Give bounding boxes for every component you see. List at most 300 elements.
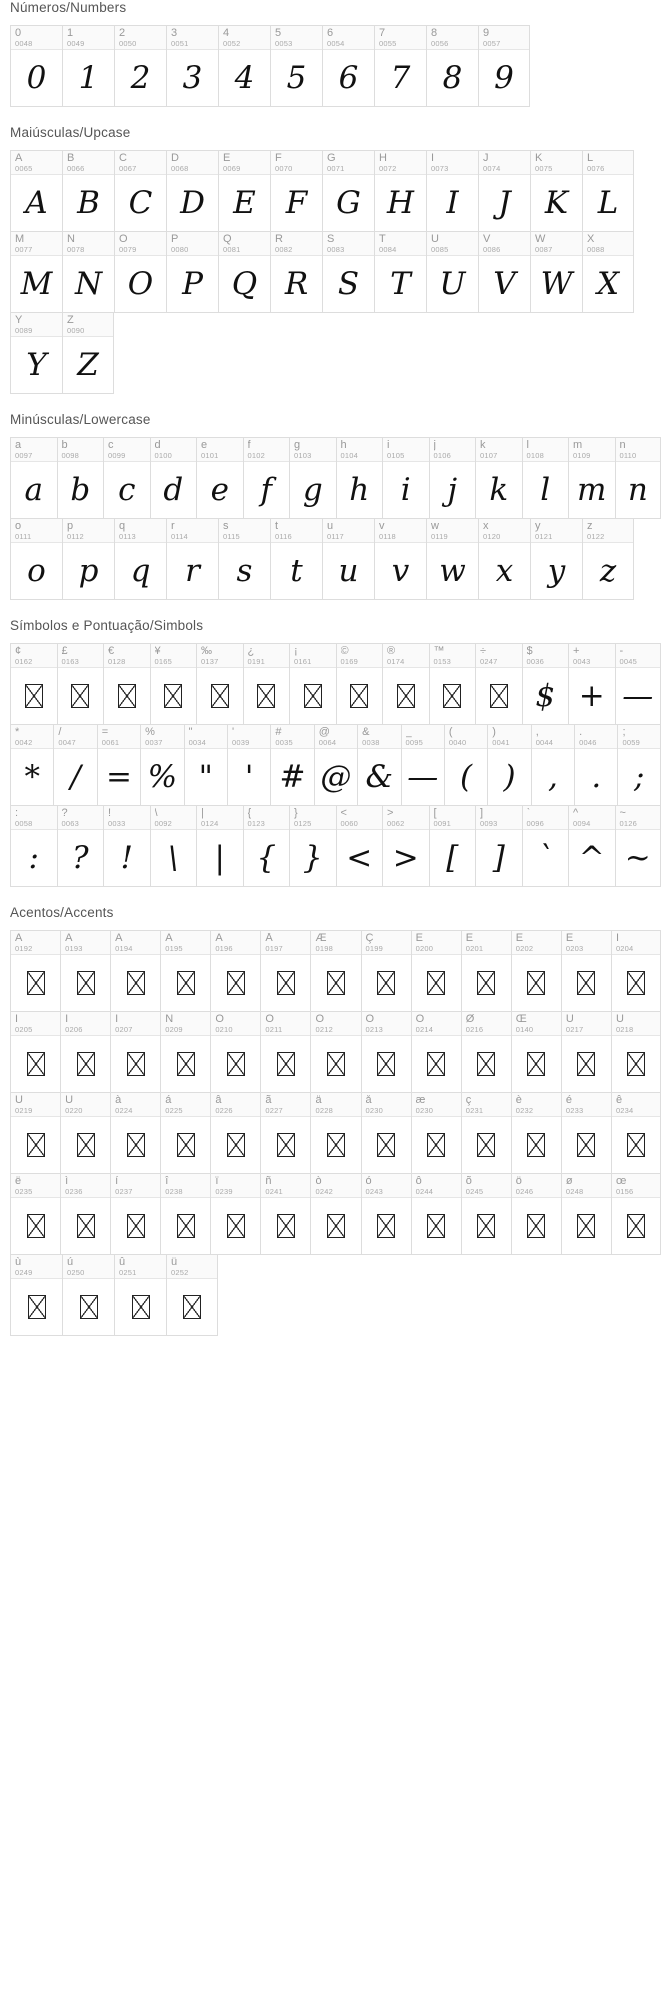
glyph-cell[interactable] <box>150 806 197 887</box>
glyph-cell[interactable] <box>166 232 218 313</box>
glyph-character: m <box>573 440 583 451</box>
glyph-cell[interactable] <box>382 643 429 725</box>
glyph-cell[interactable] <box>382 437 429 519</box>
glyph-cell[interactable] <box>103 806 150 887</box>
glyph-character: h <box>340 440 347 451</box>
glyph-preview <box>244 668 290 724</box>
glyph-preview <box>427 543 478 599</box>
glyph-character: _ <box>405 727 412 738</box>
glyph-preview <box>271 543 322 599</box>
glyph-charcode: 0056 <box>431 39 449 48</box>
glyph-preview <box>271 749 313 805</box>
glyph-cell[interactable] <box>615 437 661 519</box>
glyph-charcode: 0231 <box>465 1106 484 1115</box>
glyph-cell[interactable] <box>243 437 290 519</box>
glyph-cell-header <box>228 725 270 749</box>
glyph-cell[interactable] <box>110 930 160 1012</box>
glyph-cell-header <box>219 26 270 50</box>
glyph-cell[interactable] <box>218 232 270 313</box>
glyph-character: Ü <box>65 1095 74 1106</box>
glyph-rendered: n <box>627 471 648 508</box>
glyph-cell[interactable] <box>289 437 336 519</box>
glyph-cell[interactable] <box>160 1093 210 1174</box>
glyph-cell[interactable] <box>522 437 569 519</box>
glyph-cell[interactable] <box>53 725 96 806</box>
glyph-character: 4 <box>223 28 230 39</box>
glyph-cell[interactable] <box>260 930 310 1012</box>
glyph-cell[interactable] <box>522 643 569 725</box>
glyph-cell[interactable] <box>530 519 582 600</box>
glyph-cell[interactable] <box>10 930 60 1012</box>
glyph-cell[interactable] <box>475 643 522 725</box>
glyph-cell[interactable] <box>210 1093 260 1174</box>
glyph-preview <box>523 462 569 518</box>
glyph-character: ù <box>15 1257 22 1268</box>
glyph-cell[interactable] <box>429 643 476 725</box>
glyph-charcode: 0200 <box>415 944 434 953</box>
glyph-character: È <box>415 933 423 944</box>
glyph-cell-header <box>383 806 429 830</box>
glyph-cell[interactable] <box>62 232 114 313</box>
glyph-cell[interactable] <box>310 1012 360 1093</box>
glyph-cell[interactable] <box>218 25 270 107</box>
glyph-cell[interactable] <box>429 806 476 887</box>
glyph-cell[interactable] <box>10 725 53 806</box>
glyph-character: , <box>535 727 539 738</box>
glyph-cell[interactable] <box>561 1093 611 1174</box>
glyph-cell-header <box>375 26 426 50</box>
glyph-rendered: D <box>180 184 205 221</box>
glyph-preview <box>141 749 183 805</box>
glyph-preview <box>219 175 270 231</box>
glyph-cell[interactable] <box>314 725 357 806</box>
glyph-preview <box>531 256 582 312</box>
glyph-cell[interactable] <box>461 1174 511 1255</box>
glyph-cell[interactable] <box>322 232 374 313</box>
glyph-cell[interactable] <box>561 1174 611 1255</box>
glyph-rendered: ' <box>244 758 254 795</box>
glyph-preview <box>412 1036 461 1092</box>
missing-glyph-icon <box>177 971 195 995</box>
glyph-cell-header <box>115 232 166 256</box>
glyph-cell[interactable] <box>60 1012 110 1093</box>
glyph-cell[interactable] <box>57 437 104 519</box>
glyph-cell-header <box>479 519 530 543</box>
glyph-rendered: r <box>185 552 200 589</box>
glyph-rendered: A <box>25 184 48 221</box>
glyph-character: Ã <box>165 933 173 944</box>
glyph-cell[interactable] <box>62 313 114 394</box>
glyph-preview <box>58 668 104 724</box>
glyph-cell[interactable] <box>582 519 634 600</box>
glyph-character: c <box>108 440 114 451</box>
glyph-character: l <box>526 440 529 451</box>
glyph-cell[interactable] <box>429 437 476 519</box>
glyph-cell[interactable] <box>561 930 611 1012</box>
glyph-cell[interactable] <box>310 1174 360 1255</box>
glyph-cell-header <box>476 438 522 462</box>
glyph-cell[interactable] <box>140 725 183 806</box>
glyph-cell[interactable] <box>10 643 57 725</box>
glyph-cell[interactable] <box>10 519 62 600</box>
missing-glyph-icon <box>527 971 545 995</box>
glyph-cell[interactable] <box>10 437 57 519</box>
glyph-cell[interactable] <box>103 643 150 725</box>
glyph-cell[interactable] <box>110 1012 160 1093</box>
missing-glyph-icon <box>477 1133 495 1157</box>
glyph-cell[interactable] <box>426 519 478 600</box>
glyph-character: 8 <box>431 28 438 39</box>
glyph-cell[interactable] <box>243 643 290 725</box>
glyph-character: Ó <box>265 1014 274 1025</box>
glyph-character: î <box>165 1176 169 1187</box>
glyph-cell[interactable] <box>10 25 62 107</box>
glyph-cell[interactable] <box>227 725 270 806</box>
glyph-cell[interactable] <box>478 519 530 600</box>
glyph-cell[interactable] <box>310 930 360 1012</box>
glyph-charcode: 0140 <box>515 1025 534 1034</box>
glyph-cell[interactable] <box>60 930 110 1012</box>
missing-glyph-icon <box>527 1133 545 1157</box>
glyph-cell[interactable] <box>260 1012 310 1093</box>
glyph-cell-header <box>337 644 383 668</box>
glyph-cell[interactable] <box>62 519 114 600</box>
glyph-cell-header <box>261 1174 310 1198</box>
glyph-cell-header <box>197 644 243 668</box>
glyph-charcode: 0169 <box>340 657 358 666</box>
glyph-character: M <box>15 234 25 245</box>
glyph-cell[interactable] <box>382 806 429 887</box>
glyph-preview <box>11 256 62 312</box>
glyph-cell[interactable] <box>401 725 444 806</box>
glyph-cell-header <box>583 232 633 256</box>
glyph-charcode: 0202 <box>515 944 534 953</box>
glyph-cell[interactable] <box>374 519 426 600</box>
glyph-cell[interactable] <box>511 1012 561 1093</box>
glyph-charcode: 0212 <box>315 1025 333 1034</box>
glyph-cell[interactable] <box>336 806 383 887</box>
glyph-rendered: g <box>302 471 323 508</box>
glyph-charcode: 0087 <box>535 245 553 254</box>
glyph-cell[interactable] <box>374 25 426 107</box>
glyph-cell[interactable] <box>568 643 615 725</box>
glyph-cell[interactable] <box>611 930 661 1012</box>
glyph-cell[interactable] <box>114 232 166 313</box>
glyph-cell[interactable] <box>270 725 313 806</box>
glyph-cell[interactable] <box>444 725 487 806</box>
glyph-charcode: 0048 <box>15 39 33 48</box>
glyph-cell[interactable] <box>10 313 62 394</box>
glyph-preview <box>11 1117 60 1173</box>
glyph-cell[interactable] <box>218 519 270 600</box>
glyph-character: x <box>483 521 489 532</box>
charmap-row <box>10 313 661 394</box>
glyph-preview <box>11 668 57 724</box>
glyph-cell[interactable] <box>530 232 582 313</box>
glyph-preview <box>61 1117 110 1173</box>
glyph-charcode: 0082 <box>275 245 293 254</box>
glyph-cell[interactable] <box>478 25 530 107</box>
glyph-cell[interactable] <box>289 806 336 887</box>
glyph-rendered: U <box>439 265 466 302</box>
glyph-cell[interactable] <box>62 1255 114 1336</box>
glyph-cell[interactable] <box>160 1012 210 1093</box>
glyph-cell[interactable] <box>60 1174 110 1255</box>
glyph-cell[interactable] <box>461 1093 511 1174</box>
glyph-cell[interactable] <box>57 806 104 887</box>
glyph-cell[interactable] <box>57 643 104 725</box>
glyph-charcode: 0210 <box>215 1025 233 1034</box>
glyph-character: D <box>171 153 179 164</box>
glyph-cell[interactable] <box>218 150 270 232</box>
glyph-cell[interactable] <box>426 150 478 232</box>
glyph-cell[interactable] <box>60 1093 110 1174</box>
glyph-cell[interactable] <box>461 1012 511 1093</box>
glyph-preview <box>111 1036 160 1092</box>
glyph-preview <box>612 1117 660 1173</box>
glyph-cell[interactable] <box>210 1012 260 1093</box>
glyph-charcode: 0216 <box>465 1025 484 1034</box>
glyph-cell[interactable] <box>361 1093 411 1174</box>
glyph-cell[interactable] <box>374 232 426 313</box>
glyph-charcode: 0071 <box>327 164 345 173</box>
glyph-character: ¿ <box>247 646 255 657</box>
glyph-rendered: L <box>597 184 619 221</box>
glyph-preview <box>61 1198 110 1254</box>
glyph-cell[interactable] <box>114 150 166 232</box>
glyph-cell[interactable] <box>411 1012 461 1093</box>
glyph-character: I <box>431 153 435 164</box>
glyph-cell[interactable] <box>166 1255 218 1336</box>
glyph-preview <box>11 955 60 1011</box>
glyph-charcode: 0203 <box>565 944 584 953</box>
glyph-cell[interactable] <box>114 1255 166 1336</box>
glyph-cell[interactable] <box>475 806 522 887</box>
glyph-cell[interactable] <box>110 1093 160 1174</box>
glyph-cell[interactable] <box>568 806 615 887</box>
glyph-preview <box>111 1198 160 1254</box>
glyph-cell[interactable] <box>357 725 400 806</box>
glyph-cell-header <box>290 438 336 462</box>
glyph-cell[interactable] <box>582 150 634 232</box>
glyph-cell[interactable] <box>10 1174 60 1255</box>
glyph-cell[interactable] <box>511 1093 561 1174</box>
glyph-cell[interactable] <box>196 643 243 725</box>
glyph-charcode: 0095 <box>405 738 424 747</box>
glyph-character: g <box>294 440 301 451</box>
glyph-cell[interactable] <box>114 25 166 107</box>
glyph-cell[interactable] <box>361 1012 411 1093</box>
glyph-cell[interactable] <box>478 150 530 232</box>
glyph-charcode: 0120 <box>483 532 501 541</box>
glyph-charcode: 0252 <box>171 1268 189 1277</box>
glyph-character: < <box>340 808 347 819</box>
glyph-cell[interactable] <box>411 930 461 1012</box>
glyph-cell-header <box>462 1174 511 1198</box>
glyph-rendered: @ <box>320 758 352 795</box>
glyph-preview <box>115 543 166 599</box>
glyph-charcode: 0079 <box>119 245 137 254</box>
glyph-character: ü <box>171 1257 178 1268</box>
glyph-charcode: 0104 <box>340 451 358 460</box>
glyph-charcode: 0061 <box>101 738 120 747</box>
glyph-cell[interactable] <box>361 930 411 1012</box>
glyph-cell-header <box>219 519 270 543</box>
glyph-rendered: c <box>118 471 136 508</box>
glyph-preview <box>219 543 270 599</box>
glyph-cell[interactable] <box>270 25 322 107</box>
glyph-cell[interactable] <box>150 643 197 725</box>
glyph-cell[interactable] <box>522 806 569 887</box>
glyph-charcode: 0094 <box>573 819 591 828</box>
glyph-cell[interactable] <box>260 1093 310 1174</box>
glyph-charcode: 0214 <box>415 1025 434 1034</box>
glyph-preview <box>115 1279 166 1335</box>
glyph-charcode: 0211 <box>265 1025 283 1034</box>
glyph-character: ; <box>622 727 626 738</box>
glyph-cell[interactable] <box>611 1174 661 1255</box>
glyph-cell[interactable] <box>10 1012 60 1093</box>
glyph-cell[interactable] <box>322 150 374 232</box>
glyph-preview <box>104 462 150 518</box>
glyph-cell[interactable] <box>270 232 322 313</box>
glyph-cell-header <box>512 931 561 955</box>
glyph-cell-header <box>462 1012 511 1036</box>
glyph-cell[interactable] <box>270 150 322 232</box>
missing-glyph-icon <box>77 971 95 995</box>
glyph-preview <box>445 749 487 805</box>
glyph-rendered: % <box>147 758 178 795</box>
glyph-cell[interactable] <box>475 437 522 519</box>
missing-glyph-icon <box>577 1214 595 1238</box>
glyph-charcode: 0037 <box>145 738 163 747</box>
glyph-cell-header <box>11 1174 60 1198</box>
glyph-cell[interactable] <box>10 806 57 887</box>
glyph-cell[interactable] <box>114 519 166 600</box>
glyph-cell-header <box>612 1093 660 1117</box>
glyph-cell[interactable] <box>310 1093 360 1174</box>
glyph-cell[interactable] <box>478 232 530 313</box>
glyph-cell[interactable] <box>243 806 290 887</box>
glyph-preview <box>211 1198 260 1254</box>
missing-glyph-icon <box>177 1052 195 1076</box>
glyph-rendered: 8 <box>442 59 463 96</box>
glyph-cell[interactable] <box>336 437 383 519</box>
glyph-cell[interactable] <box>611 1093 661 1174</box>
charmap-row <box>10 437 661 519</box>
glyph-charcode: 0115 <box>223 532 240 541</box>
glyph-preview <box>261 1036 310 1092</box>
glyph-character: Æ <box>315 933 327 944</box>
glyph-preview <box>462 1117 511 1173</box>
glyph-character: Ä <box>215 933 223 944</box>
missing-glyph-icon <box>183 1295 201 1319</box>
glyph-cell[interactable] <box>166 25 218 107</box>
glyph-cell[interactable] <box>10 1093 60 1174</box>
glyph-cell[interactable] <box>166 150 218 232</box>
glyph-charcode: 0081 <box>223 245 241 254</box>
glyph-cell[interactable] <box>196 806 243 887</box>
missing-glyph-icon <box>327 971 345 995</box>
glyph-cell[interactable] <box>336 643 383 725</box>
glyph-cell[interactable] <box>289 643 336 725</box>
glyph-cell[interactable] <box>110 1174 160 1255</box>
glyph-charcode: 0242 <box>315 1187 333 1196</box>
glyph-cell[interactable] <box>531 725 574 806</box>
glyph-character: & <box>362 727 370 738</box>
missing-glyph-icon <box>427 1133 445 1157</box>
glyph-cell[interactable] <box>62 25 114 107</box>
glyph-character: 9 <box>483 28 490 39</box>
glyph-cell[interactable] <box>487 725 530 806</box>
glyph-rendered: ^ <box>578 839 605 876</box>
glyph-cell[interactable] <box>574 725 617 806</box>
glyph-cell[interactable] <box>530 150 582 232</box>
glyph-cell[interactable] <box>97 725 140 806</box>
glyph-cell[interactable] <box>150 437 197 519</box>
glyph-cell[interactable] <box>582 232 634 313</box>
glyph-cell[interactable] <box>611 1012 661 1093</box>
glyph-charcode: 0122 <box>587 532 605 541</box>
glyph-cell[interactable] <box>361 1174 411 1255</box>
glyph-cell[interactable] <box>260 1174 310 1255</box>
glyph-cell[interactable] <box>511 1174 561 1255</box>
glyph-cell[interactable] <box>184 725 227 806</box>
glyph-preview <box>261 1117 310 1173</box>
glyph-cell[interactable] <box>411 1174 461 1255</box>
glyph-cell[interactable] <box>615 806 661 887</box>
glyph-preview <box>271 256 322 312</box>
glyph-cell[interactable] <box>160 1174 210 1255</box>
glyph-cell[interactable] <box>374 150 426 232</box>
glyph-cell[interactable] <box>160 930 210 1012</box>
glyph-cell-header <box>211 1093 260 1117</box>
glyph-character: q <box>119 521 126 532</box>
glyph-cell-header <box>11 725 53 749</box>
glyph-cell[interactable] <box>10 1255 62 1336</box>
glyph-cell[interactable] <box>411 1093 461 1174</box>
glyph-cell[interactable] <box>322 25 374 107</box>
glyph-cell[interactable] <box>461 930 511 1012</box>
glyph-cell-header <box>11 931 60 955</box>
glyph-character: í <box>115 1176 119 1187</box>
glyph-character: N <box>67 234 75 245</box>
glyph-cell[interactable] <box>615 643 661 725</box>
glyph-preview <box>562 1198 611 1254</box>
glyph-cell[interactable] <box>426 232 478 313</box>
glyph-cell[interactable] <box>210 1174 260 1255</box>
glyph-cell[interactable] <box>270 519 322 600</box>
glyph-cell[interactable] <box>426 25 478 107</box>
glyph-cell[interactable] <box>568 437 615 519</box>
glyph-cell[interactable] <box>196 437 243 519</box>
glyph-cell[interactable] <box>103 437 150 519</box>
glyph-cell[interactable] <box>10 232 62 313</box>
glyph-cell-header <box>412 931 461 955</box>
glyph-cell[interactable] <box>617 725 661 806</box>
glyph-cell[interactable] <box>511 930 561 1012</box>
glyph-cell[interactable] <box>561 1012 611 1093</box>
glyph-charcode: 0250 <box>67 1268 85 1277</box>
glyph-cell[interactable] <box>62 150 114 232</box>
glyph-cell[interactable] <box>166 519 218 600</box>
glyph-charcode: 0205 <box>15 1025 33 1034</box>
glyph-charcode: 0235 <box>15 1187 33 1196</box>
glyph-cell[interactable] <box>10 150 62 232</box>
glyph-cell[interactable] <box>322 519 374 600</box>
glyph-cell[interactable] <box>210 930 260 1012</box>
glyph-character: G <box>327 153 336 164</box>
